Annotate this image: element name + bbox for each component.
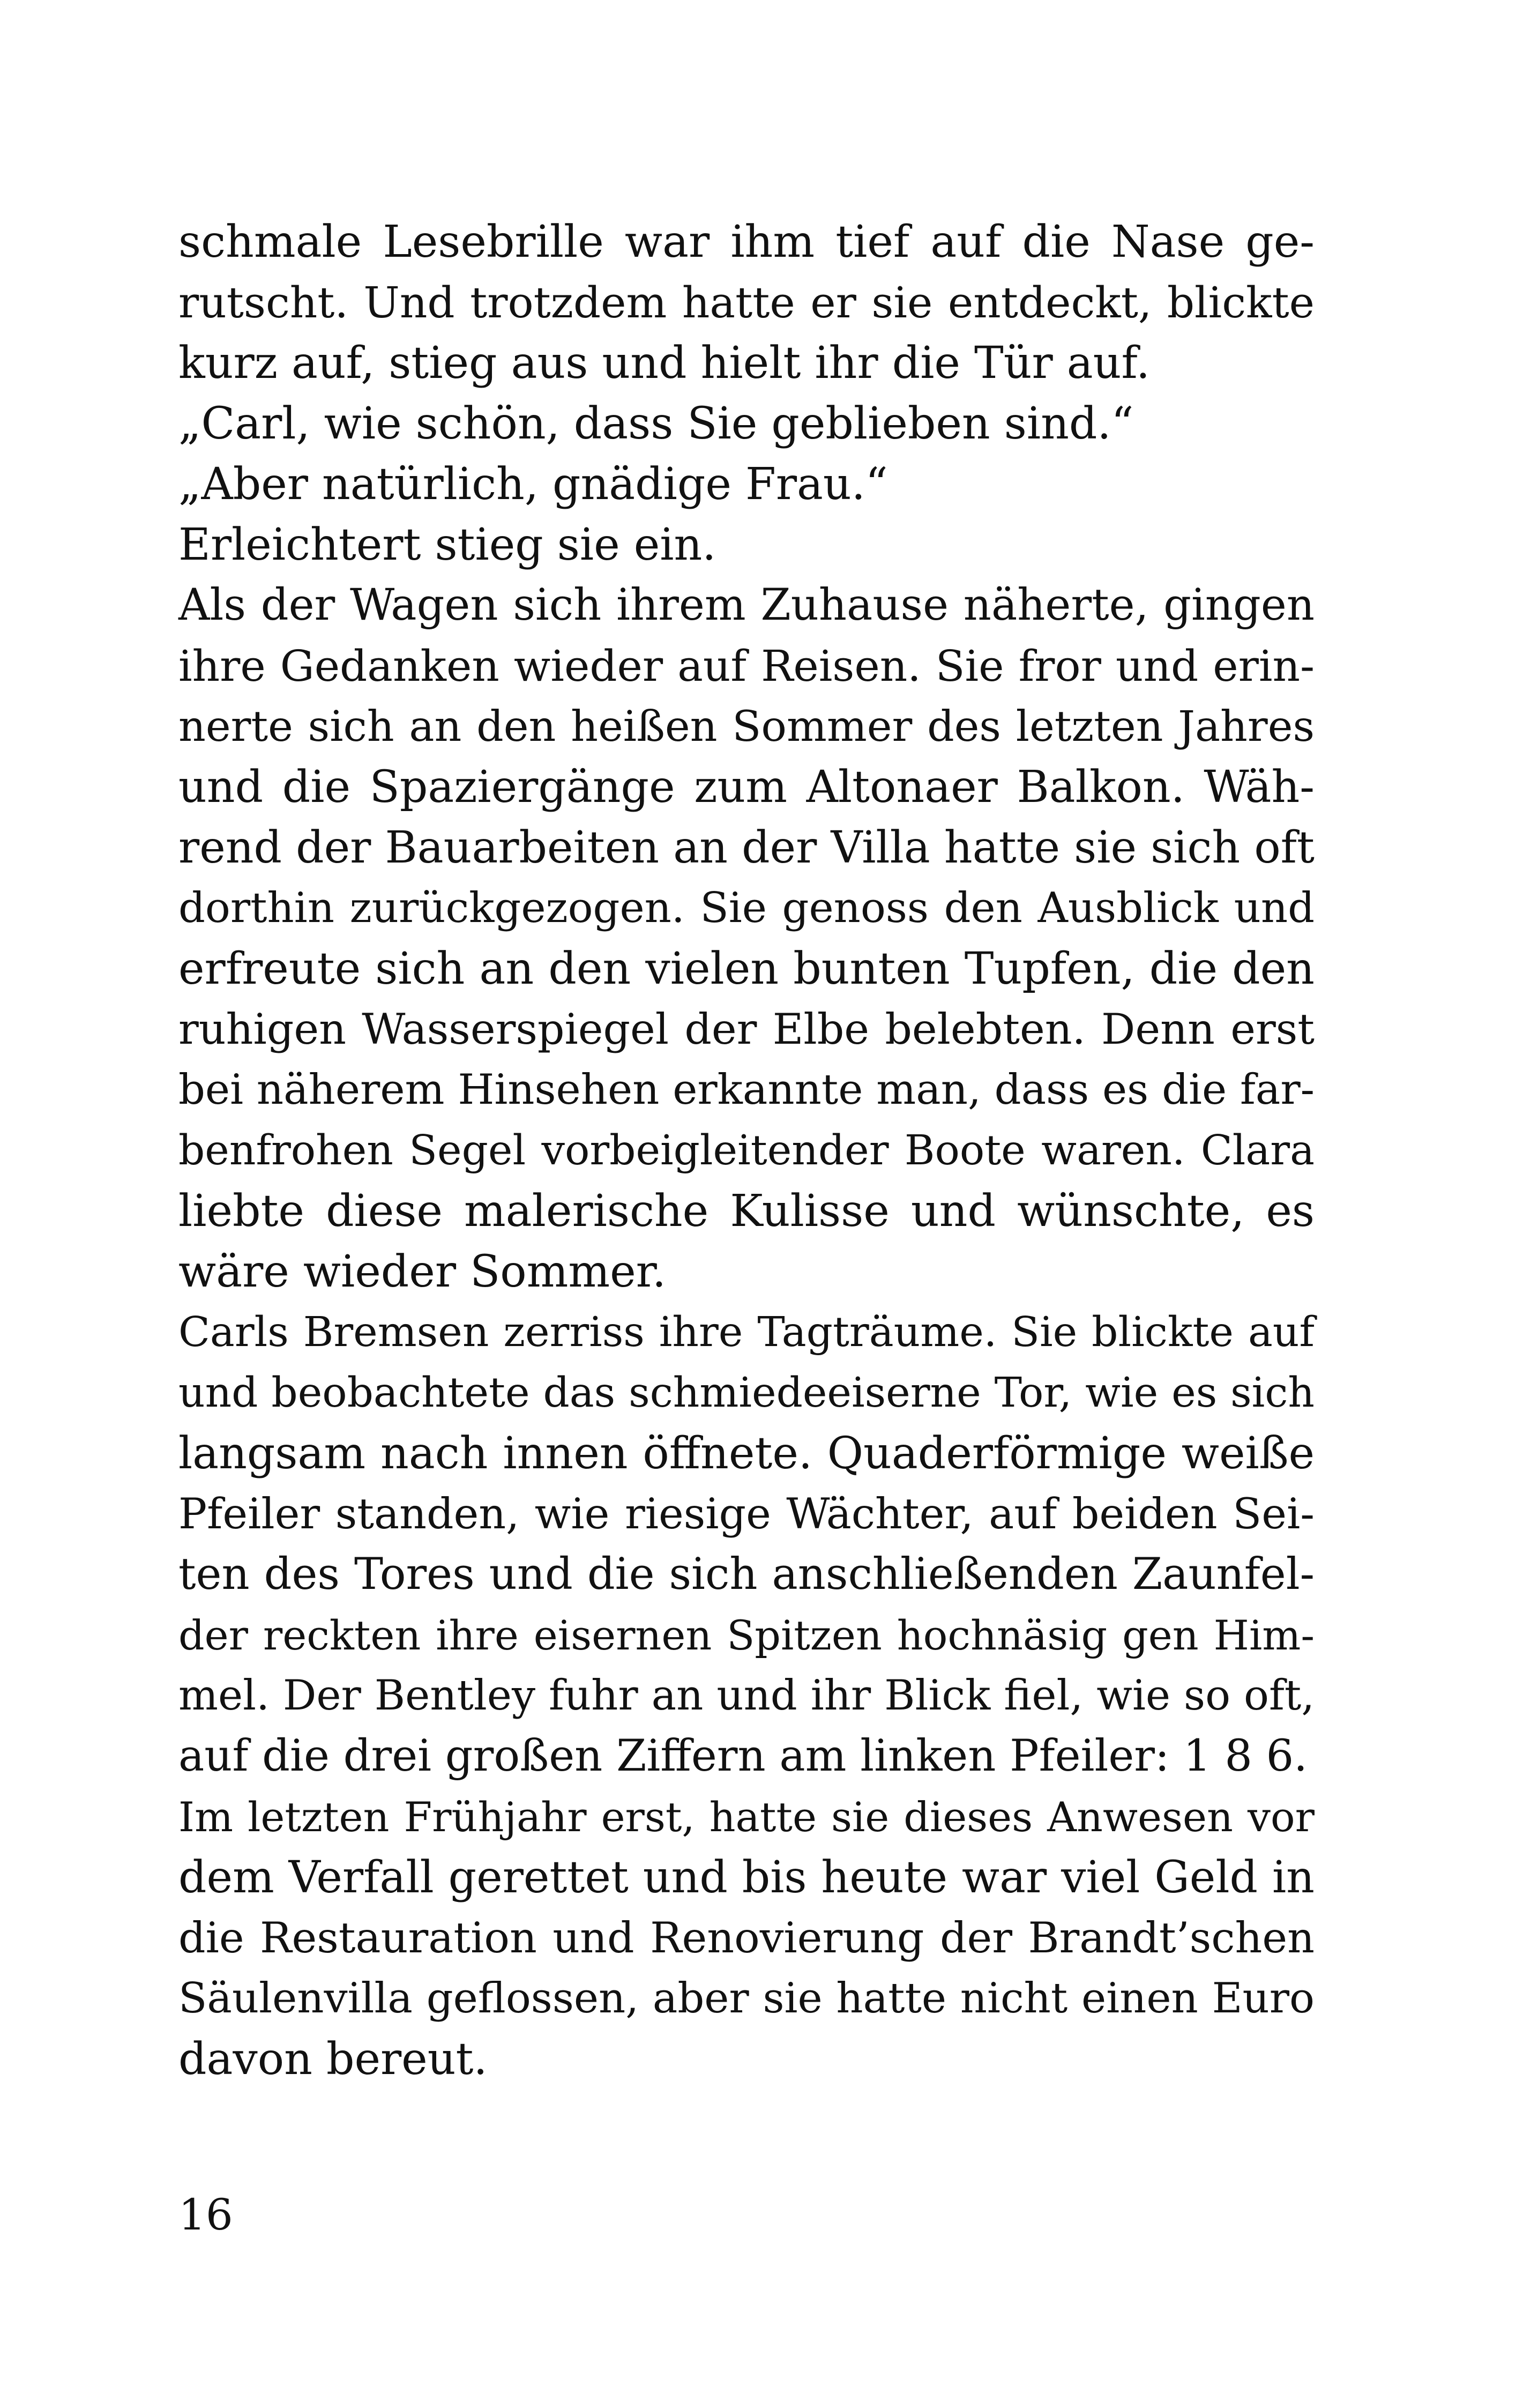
- text-line: Säulenvilla geflossen, aber sie hatte nicht einen Euro: [178, 1974, 1315, 2023]
- text-line: ihre Gedanken wieder auf Reisen. Sie fror und erin-: [178, 641, 1315, 691]
- text-line: rutscht. Und trotzdem hatte er sie entdeckt, blickte: [178, 278, 1315, 328]
- text-line: rend der Bauarbeiten an der Villa hatte sie sich oft: [178, 822, 1315, 873]
- text-line: und beobachtete das schmiedeeiserne Tor, wie es sich: [178, 1369, 1315, 1417]
- text-line: Pfeiler standen, wie riesige Wächter, auf beiden Sei-: [178, 1489, 1315, 1539]
- text-line: kurz auf, stieg aus und hielt ihr die Tür auf.: [178, 338, 1150, 389]
- text-line: die Restauration und Renovierung der Brandt’schen: [178, 1913, 1315, 1963]
- text-line: Als der Wagen sich ihrem Zuhause näherte, gingen: [178, 580, 1315, 630]
- text-line: dem Verfall gerettet und bis heute war viel Geld in: [178, 1852, 1315, 1903]
- text-line: Carls Bremsen zerriss ihre Tagträume. Sie blickte auf: [178, 1309, 1315, 1356]
- text-line: erfreute sich an den vielen bunten Tupfen, die den: [178, 943, 1315, 994]
- text-line: ruhigen Wasserspiegel der Elbe belebten. Denn erst: [178, 1005, 1315, 1054]
- text-line: benfrohen Segel vorbeigleitender Boote waren. Clara: [178, 1127, 1315, 1175]
- page-number: 16: [178, 2190, 233, 2240]
- text-line: davon bereut.: [178, 2034, 488, 2085]
- body-text: [178, 212, 1315, 2090]
- text-line: Erleichtert stieg sie ein.: [178, 519, 716, 570]
- text-line: schmale Lesebrille war ihm tief auf die Nase ge-: [178, 217, 1315, 267]
- text-line: mel. Der Bentley fuhr an und ihr Blick fiel, wie so oft,: [178, 1671, 1315, 1720]
- text-line: Im letzten Frühjahr erst, hatte sie dieses Anwesen vor: [178, 1793, 1315, 1841]
- text-line: und die Spaziergänge zum Altonaer Balkon. Wäh-: [178, 762, 1315, 813]
- text-line: bei näherem Hinsehen erkannte man, dass es die far-: [178, 1066, 1315, 1114]
- text-line: „Aber natürlich, gnädige Frau.“: [178, 459, 888, 510]
- text-line: auf die drei großen Ziffern am linken Pfeiler: 1 8 6.: [178, 1731, 1308, 1781]
- text-line: der reckten ihre eisernen Spitzen hochnäsig gen Him-: [178, 1611, 1315, 1659]
- text-line: nerte sich an den heißen Sommer des letzten Jahres: [178, 702, 1315, 751]
- text-line: ten des Tores und die sich anschließenden Zaunfel-: [178, 1549, 1315, 1600]
- text-line: liebte diese malerische Kulisse und wünschte, es: [178, 1186, 1315, 1237]
- text-line: wäre wieder Sommer.: [178, 1246, 666, 1297]
- text-line: dorthin zurückgezogen. Sie genoss den Ausblick und: [178, 884, 1315, 932]
- text-line: „Carl, wie schön, dass Sie geblieben sind.“: [178, 398, 1134, 449]
- text-line: langsam nach innen öffnete. Quaderförmige weiße: [178, 1428, 1315, 1479]
